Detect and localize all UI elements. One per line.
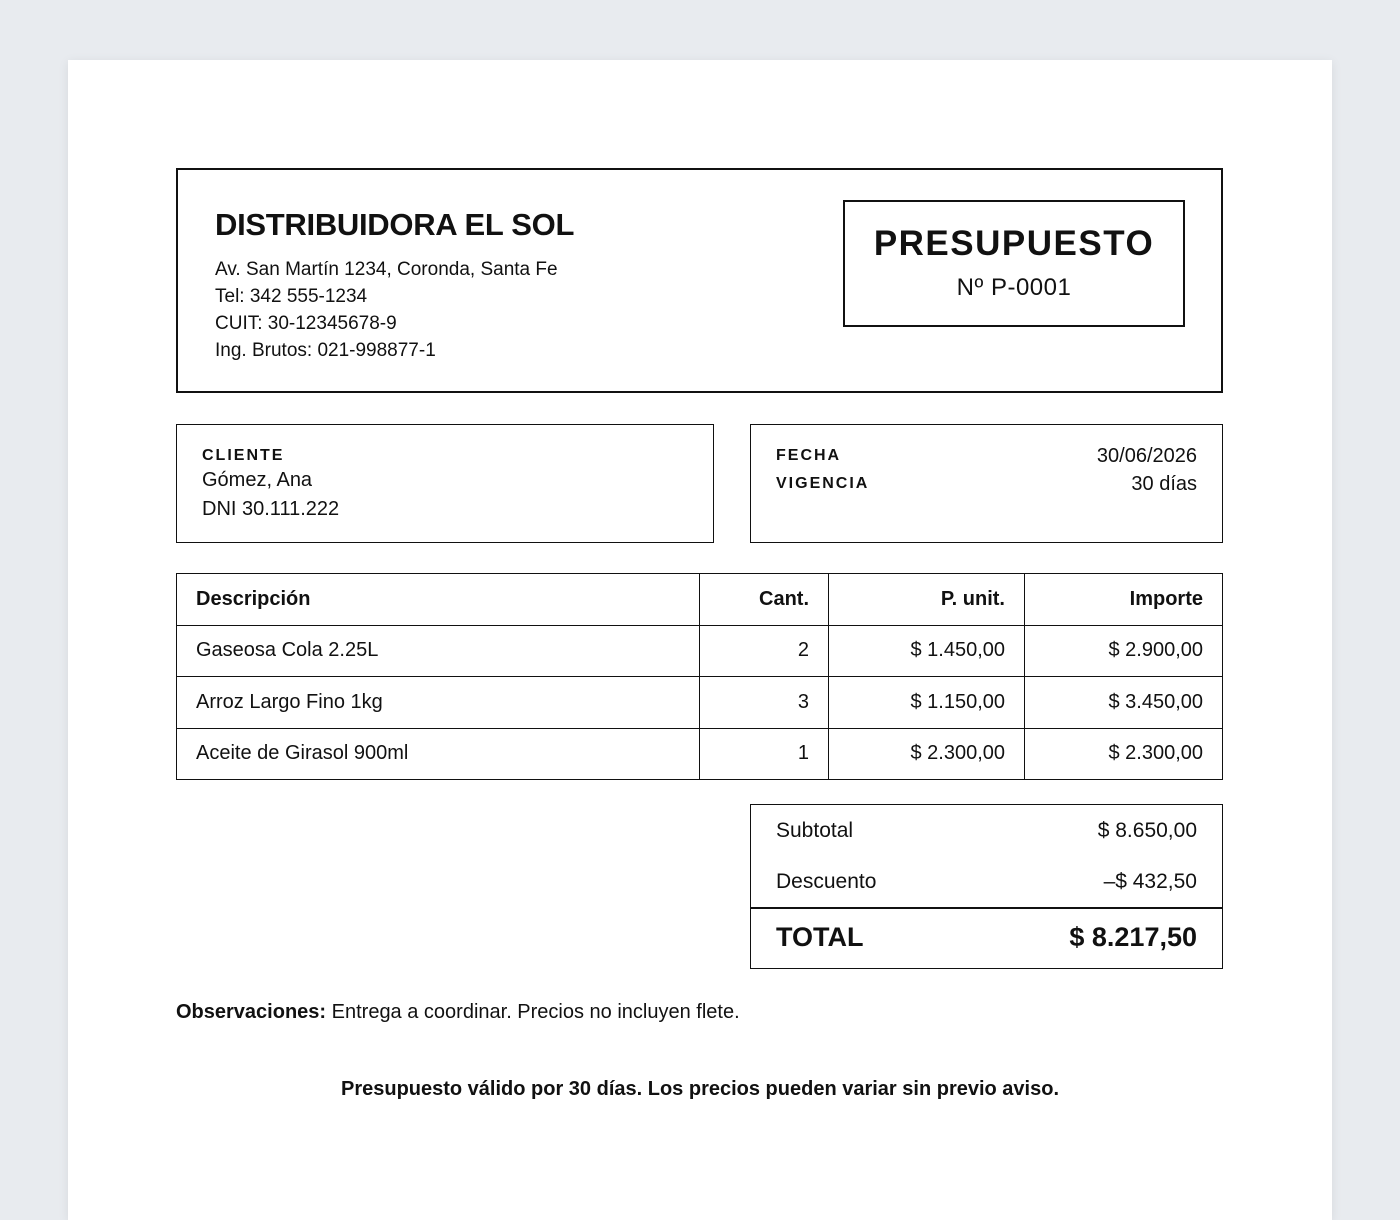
item-amount: $ 3.450,00: [1025, 677, 1223, 729]
document-type-box: [843, 200, 1185, 327]
document-title: PRESUPUESTO: [873, 224, 1155, 263]
totals-divider: [751, 907, 1222, 909]
table-row: [177, 677, 1223, 729]
table-row: [177, 625, 1223, 677]
header-amount: Importe: [1025, 574, 1223, 626]
subtotal-value: $ 8.650,00: [1097, 819, 1197, 842]
date-label: FECHA: [776, 447, 842, 464]
company-iibb: Ing. Brutos: 021-998877-1: [215, 340, 436, 361]
item-amount: $ 2.900,00: [1025, 625, 1223, 677]
table-row: [177, 728, 1223, 780]
subtotal-row: [776, 819, 1197, 843]
discount-value: –$ 432,50: [1103, 870, 1197, 893]
discount-row: [776, 870, 1197, 894]
item-amount: $ 2.300,00: [1025, 728, 1223, 780]
header-unit-price: P. unit.: [829, 574, 1025, 626]
header-description: Descripción: [177, 574, 700, 626]
item-quantity: 1: [700, 728, 829, 780]
observations: [176, 1001, 740, 1024]
observations-text: Entrega a coordinar. Precios no incluyen flete.: [326, 1001, 740, 1023]
footer-note: Presupuesto válido por 30 días. Los precios pueden variar sin previo aviso.: [340, 1078, 1060, 1100]
document-page: [68, 60, 1332, 1220]
item-description: Arroz Largo Fino 1kg: [177, 677, 700, 729]
date-row: [776, 447, 1197, 475]
company-cuit: CUIT: 30-12345678-9: [215, 313, 397, 334]
date-box: [750, 424, 1223, 543]
item-quantity: 2: [700, 625, 829, 677]
items-table: [176, 573, 1223, 780]
document-number: Nº P-0001: [956, 274, 1072, 301]
company-name: DISTRIBUIDORA EL SOL: [215, 207, 575, 242]
item-unit-price: $ 1.150,00: [829, 677, 1025, 729]
validity-row: [776, 475, 1197, 503]
item-description: Gaseosa Cola 2.25L: [177, 625, 700, 677]
header-quantity: Cant.: [700, 574, 829, 626]
validity-value: 30 días: [1131, 473, 1197, 495]
item-quantity: 3: [700, 677, 829, 729]
validity-label: VIGENCIA: [776, 475, 870, 492]
client-label: CLIENTE: [202, 447, 285, 464]
date-value: 30/06/2026: [1096, 445, 1197, 467]
item-description: Aceite de Girasol 900ml: [177, 728, 700, 780]
total-row: [776, 922, 1197, 953]
company-phone: Tel: 342 555-1234: [215, 286, 368, 307]
company-address: Av. San Martín 1234, Coronda, Santa Fe: [215, 259, 558, 280]
client-id: DNI 30.111.222: [202, 498, 340, 520]
item-unit-price: $ 1.450,00: [829, 625, 1025, 677]
company-details: [215, 256, 558, 364]
table-header-row: [177, 574, 1223, 626]
total-value: $ 8.217,50: [1069, 922, 1197, 952]
document-header: [176, 168, 1223, 393]
totals-box: [750, 804, 1223, 969]
client-box: [176, 424, 714, 543]
observations-label: Observaciones:: [176, 1001, 327, 1023]
client-name: Gómez, Ana: [202, 469, 313, 491]
total-label: TOTAL: [776, 922, 864, 952]
subtotal-label: Subtotal: [776, 819, 854, 842]
item-unit-price: $ 2.300,00: [829, 728, 1025, 780]
discount-label: Descuento: [776, 870, 877, 893]
